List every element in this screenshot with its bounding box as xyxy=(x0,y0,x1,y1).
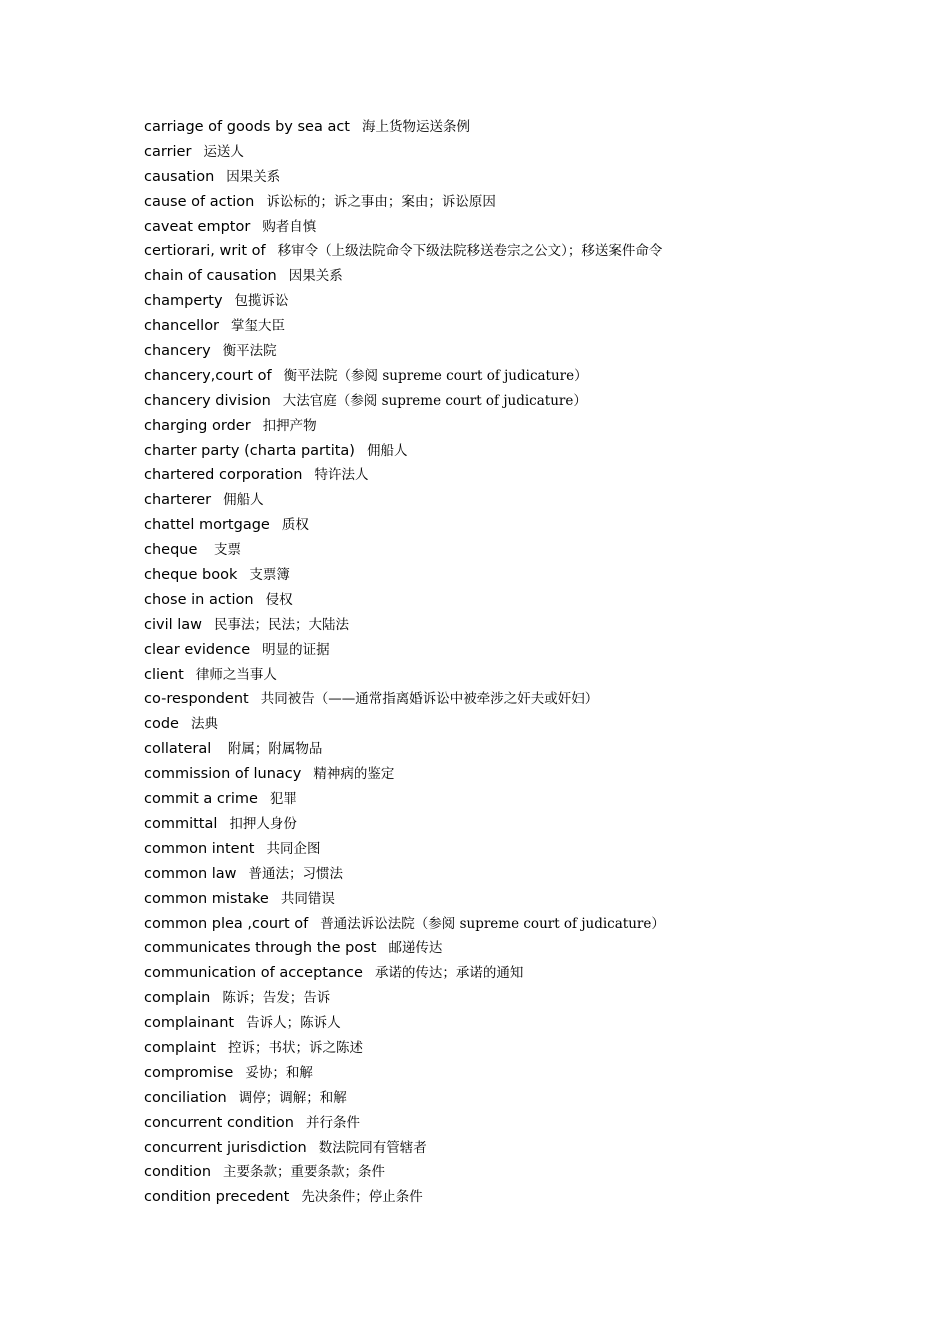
entry-definition: 佣船人 xyxy=(223,492,264,509)
entry-definition: 普通法；习惯法 xyxy=(248,865,344,882)
entry-term: certiorari, writ of xyxy=(144,243,266,260)
glossary-entry xyxy=(144,588,864,613)
entry-definition: 精神病的鉴定 xyxy=(313,766,395,783)
glossary-entry xyxy=(144,414,864,439)
entry-definition: 并行条件 xyxy=(306,1114,360,1131)
entry-term: chancery,court of xyxy=(144,367,272,384)
entry-term: condition precedent xyxy=(144,1189,290,1206)
glossary-entry xyxy=(144,513,864,538)
entry-term: charter party (charta partita) xyxy=(144,442,355,459)
glossary-entry xyxy=(144,1111,864,1136)
glossary-entry xyxy=(144,215,864,240)
entry-term: caveat emptor xyxy=(144,218,251,235)
entry-term: concurrent condition xyxy=(144,1114,294,1131)
entry-term: committal xyxy=(144,815,218,832)
glossary-entry xyxy=(144,538,864,563)
entry-term: conciliation xyxy=(144,1089,227,1106)
glossary-entry xyxy=(144,1185,864,1210)
glossary-entry xyxy=(144,712,864,737)
glossary-entry xyxy=(144,613,864,638)
glossary-entry xyxy=(144,339,864,364)
entry-term: commission of lunacy xyxy=(144,766,302,783)
glossary-list xyxy=(144,115,864,1210)
glossary-entry xyxy=(144,762,864,787)
entry-definition: 邮递传达 xyxy=(388,940,443,957)
entry-definition: 普通法诉讼法院（参阅 supreme court of judicature） xyxy=(320,915,665,932)
entry-definition: 陈诉；告发；告诉 xyxy=(222,990,331,1007)
entry-term: clear evidence xyxy=(144,641,251,658)
entry-definition: 妥协；和解 xyxy=(245,1064,313,1081)
glossary-entry xyxy=(144,787,864,812)
entry-definition: 佣船人 xyxy=(366,442,408,459)
entry-term: client xyxy=(144,666,184,683)
entry-term: carriage of goods by sea act xyxy=(144,119,350,135)
glossary-entry xyxy=(144,1011,864,1036)
entry-term: chartered corporation xyxy=(144,467,303,484)
glossary-entry xyxy=(144,912,864,937)
glossary-entry xyxy=(144,1136,864,1161)
glossary-entry xyxy=(144,165,864,190)
entry-term: causation xyxy=(144,168,215,185)
glossary-entry xyxy=(144,961,864,986)
entry-term: chancellor xyxy=(144,318,220,335)
entry-term: common law xyxy=(144,865,237,882)
entry-term: common plea ,court of xyxy=(144,915,309,932)
entry-definition: 扣押人身份 xyxy=(229,815,297,832)
glossary-entry xyxy=(144,986,864,1011)
entry-definition: 侵权 xyxy=(265,591,293,608)
entry-definition: 移审令（上级法院命令下级法院移送卷宗之公文）；移送案件命令 xyxy=(277,243,663,260)
entry-definition: 大法官庭（参阅 supreme court of judicature） xyxy=(282,392,587,409)
entry-definition: 共同错误 xyxy=(280,890,335,907)
entry-definition: 诉讼标的；诉之事由；案由；诉讼原因 xyxy=(266,193,496,210)
glossary-entry xyxy=(144,687,864,712)
entry-definition: 明显的证据 xyxy=(262,641,330,658)
entry-definition: 附属；附属物品 xyxy=(227,741,323,758)
entry-term: civil law xyxy=(144,616,203,633)
entry-term: chancery xyxy=(144,343,211,360)
entry-definition: 律师之当事人 xyxy=(195,666,277,683)
entry-definition: 购者自慎 xyxy=(262,218,317,235)
glossary-entry xyxy=(144,638,864,663)
glossary-entry xyxy=(144,887,864,912)
entry-term: chancery division xyxy=(144,392,271,409)
entry-definition: 控诉；书状；诉之陈述 xyxy=(228,1039,363,1056)
glossary-entry xyxy=(144,837,864,862)
glossary-entry xyxy=(144,439,864,464)
entry-definition: 共同企图 xyxy=(266,840,321,857)
entry-term: chattel mortgage xyxy=(144,517,270,534)
entry-definition: 衡平法院（参阅 supreme court of judicature） xyxy=(283,367,588,384)
entry-definition: 民事法；民法；大陆法 xyxy=(214,616,350,633)
glossary-entry xyxy=(144,314,864,339)
glossary-entry xyxy=(144,140,864,165)
entry-definition: 先决条件；停止条件 xyxy=(301,1189,423,1206)
entry-definition: 承诺的传达；承诺的通知 xyxy=(374,965,524,982)
glossary-entry xyxy=(144,1160,864,1185)
entry-definition: 支票 xyxy=(214,542,242,559)
entry-definition: 主要条款；重要条款；条件 xyxy=(223,1164,386,1181)
entry-definition: 告诉人；陈诉人 xyxy=(246,1015,341,1032)
glossary-entry xyxy=(144,812,864,837)
glossary-entry xyxy=(144,563,864,588)
entry-term: cheque xyxy=(144,542,203,559)
entry-term: complain xyxy=(144,990,211,1007)
entry-term: code xyxy=(144,716,179,733)
entry-term: charterer xyxy=(144,492,212,509)
glossary-entry xyxy=(144,115,864,140)
glossary-entry xyxy=(144,862,864,887)
entry-definition: 衡平法院 xyxy=(222,343,277,360)
entry-definition: 扣押产物 xyxy=(262,417,317,434)
entry-definition: 掌玺大臣 xyxy=(231,318,286,335)
entry-term: complaint xyxy=(144,1039,216,1056)
entry-definition: 海上货物运送条例 xyxy=(361,119,470,135)
entry-definition: 因果关系 xyxy=(226,168,281,185)
entry-term: cheque book xyxy=(144,567,238,584)
entry-definition: 因果关系 xyxy=(288,268,343,285)
glossary-entry xyxy=(144,389,864,414)
entry-definition: 共同被告（——通常指离婚诉讼中被牵涉之奸夫或奸妇） xyxy=(260,691,599,708)
glossary-entry xyxy=(144,289,864,314)
entry-term: commit a crime xyxy=(144,791,258,808)
glossary-entry xyxy=(144,936,864,961)
glossary-entry xyxy=(144,663,864,688)
entry-term: chose in action xyxy=(144,591,254,608)
entry-definition: 运送人 xyxy=(203,143,244,160)
entry-term: complainant xyxy=(144,1015,235,1032)
entry-term: cause of action xyxy=(144,193,255,210)
entry-term: concurrent jurisdiction xyxy=(144,1139,307,1156)
entry-definition: 支票簿 xyxy=(249,567,290,584)
entry-term: communicates through the post xyxy=(144,940,377,957)
entry-definition: 犯罪 xyxy=(269,791,297,808)
entry-term: co-respondent xyxy=(144,691,249,708)
entry-term: champerty xyxy=(144,293,223,310)
glossary-entry xyxy=(144,488,864,513)
entry-term: common intent xyxy=(144,840,255,857)
entry-definition: 包揽诉讼 xyxy=(234,293,289,310)
entry-term: carrier xyxy=(144,143,192,160)
glossary-entry xyxy=(144,190,864,215)
entry-term: compromise xyxy=(144,1064,234,1081)
entry-definition: 数法院同有管辖者 xyxy=(318,1139,427,1156)
entry-term: condition xyxy=(144,1164,212,1181)
entry-definition: 法典 xyxy=(190,716,218,733)
glossary-entry xyxy=(144,737,864,762)
glossary-entry xyxy=(144,1036,864,1061)
entry-term: chain of causation xyxy=(144,268,277,285)
entry-term: charging order xyxy=(144,417,251,434)
entry-term: communication of acceptance xyxy=(144,965,363,982)
glossary-entry xyxy=(144,239,864,264)
entry-definition: 调停；调解；和解 xyxy=(238,1089,347,1106)
entry-term: common mistake xyxy=(144,890,269,907)
glossary-entry xyxy=(144,364,864,389)
entry-definition: 特许法人 xyxy=(314,467,369,484)
entry-definition: 质权 xyxy=(281,517,309,534)
glossary-entry xyxy=(144,1061,864,1086)
entry-term: collateral xyxy=(144,741,216,758)
glossary-entry xyxy=(144,463,864,488)
glossary-entry xyxy=(144,264,864,289)
glossary-entry xyxy=(144,1086,864,1111)
